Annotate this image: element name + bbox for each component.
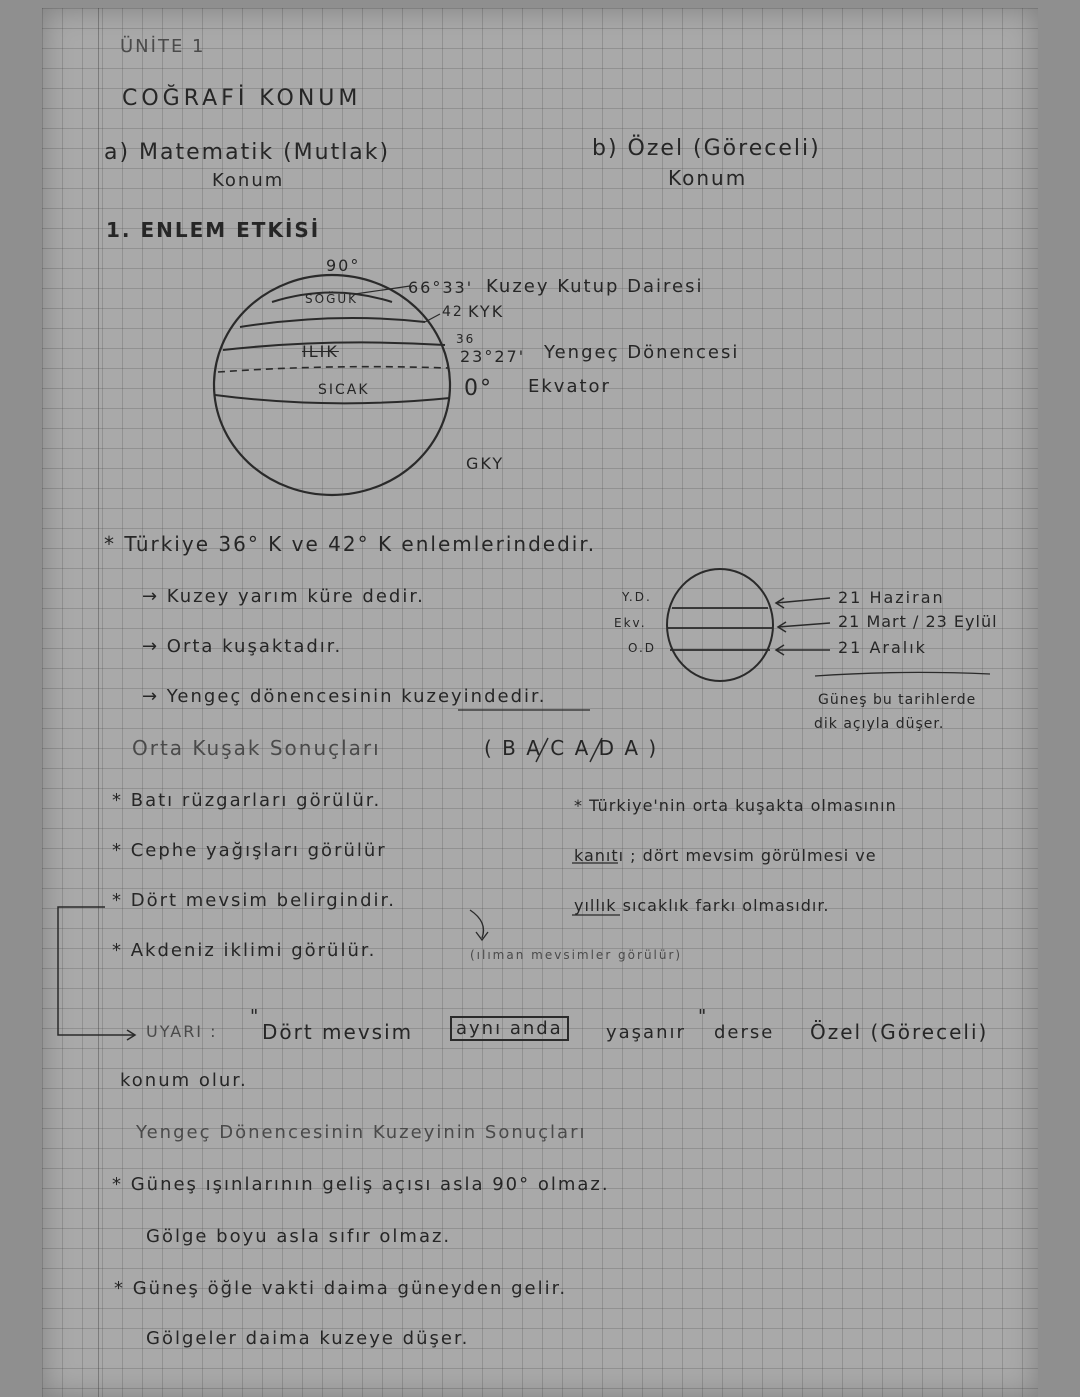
hot-zone-label: SICAK (318, 382, 370, 398)
evidence-line3: yıllık sıcaklık farkı olmasıdır. (574, 896, 830, 915)
bacada-mnemonic: ( B A C A D A ) (484, 736, 659, 760)
warning-boxed-same-time: aynı anda (450, 1016, 569, 1041)
warning-text-four-seasons: Dört mevsim (262, 1020, 414, 1044)
warning-text-experienced: yaşanır (606, 1022, 686, 1043)
sun-note-line1: Güneş bu tarihlerde (818, 692, 977, 708)
warning-label: UYARI : (146, 1022, 218, 1041)
turkey-fact-hemisphere: → Kuzey yarım küre dedir. (142, 586, 425, 607)
relative-location-subtitle: Konum (668, 166, 748, 190)
latitude-66-label: 66°33' (408, 278, 474, 297)
result-frontal-rain: * Cephe yağışları görülür (112, 840, 387, 861)
warning-open-quote: " (250, 1006, 261, 1027)
unit-label: ÜNİTE 1 (120, 36, 206, 57)
evidence-line1: * Türkiye'nin orta kuşakta olmasının (574, 796, 897, 815)
result-four-seasons: * Dört mevsim belirgindir. (112, 890, 396, 911)
latitude-90-label: 90° (326, 256, 361, 275)
date-march-september: 21 Mart / 23 Eylül (838, 612, 998, 631)
date-june-21: 21 Haziran (838, 588, 945, 607)
latitude-42-label: 42 (442, 304, 464, 320)
tropic-cancer-short-label: Y.D. (622, 590, 652, 604)
section-heading-latitude: 1. ENLEM ETKİSİ (106, 218, 321, 242)
warning-text-if: derse (714, 1022, 775, 1043)
turkey-latitude-statement: * Türkiye 36° K ve 42° K enlemlerindedir. (104, 532, 597, 556)
evidence-line2: kanıtı ; dört mevsim görülmesi ve (574, 846, 877, 865)
temperate-zone-label: ILIK (302, 342, 339, 361)
warning-line2: konum olur. (120, 1070, 248, 1091)
tropic-capricorn-short-label: O.D (628, 641, 657, 655)
tropic-result-shadows-north: Gölgeler daima kuzeye düşer. (146, 1328, 470, 1349)
sun-note-line2: dik açıyla düşer. (814, 716, 945, 732)
kyk-label: KYK (468, 302, 505, 321)
latitude-36-label: 36 (456, 332, 476, 346)
mediterranean-note: (ılıman mevsimler görülür) (470, 948, 683, 962)
turkey-fact-zone: → Orta kuşaktadır. (142, 636, 343, 657)
page-title: COĞRAFİ KONUM (122, 86, 362, 111)
warning-text-relative: Özel (Göreceli) (810, 1020, 989, 1044)
equator-label: Ekvator (528, 376, 611, 397)
gky-label: GKY (466, 454, 505, 473)
arctic-circle-label: Kuzey Kutup Dairesi (486, 276, 704, 297)
relative-location-title: b) Özel (Göreceli) (592, 136, 821, 161)
turkey-fact-tropic: → Yengeç dönencesinin kuzeyindedir. (142, 686, 547, 707)
latitude-0-label: 0° (464, 376, 493, 401)
tropic-result-sun-angle: * Güneş ışınlarının geliş açısı asla 90° olmaz. (112, 1174, 610, 1195)
tropic-north-results-heading: Yengeç Dönencesinin Kuzeyinin Sonuçları (136, 1122, 587, 1143)
tropic-result-noon-sun: * Güneş öğle vakti daima güneyden gelir. (114, 1278, 568, 1299)
absolute-location-subtitle: Konum (212, 170, 285, 191)
absolute-location-title: a) Matematik (Mutlak) (104, 140, 391, 165)
tropic-result-shadow-length: Gölge boyu asla sıfır olmaz. (146, 1226, 452, 1247)
date-december-21: 21 Aralık (838, 638, 927, 657)
result-mediterranean: * Akdeniz iklimi görülür. (112, 940, 377, 961)
result-westerly-winds: * Batı rüzgarları görülür. (112, 790, 382, 811)
cold-zone-label: SOĞUK (305, 292, 359, 306)
warning-close-quote: " (698, 1006, 709, 1027)
latitude-23-label: 23°27' (460, 347, 526, 366)
equator-short-label: Ekv. (614, 616, 647, 630)
tropic-of-cancer-label: Yengeç Dönencesi (544, 342, 740, 363)
mid-zone-results-heading: Orta Kuşak Sonuçları (132, 736, 381, 760)
